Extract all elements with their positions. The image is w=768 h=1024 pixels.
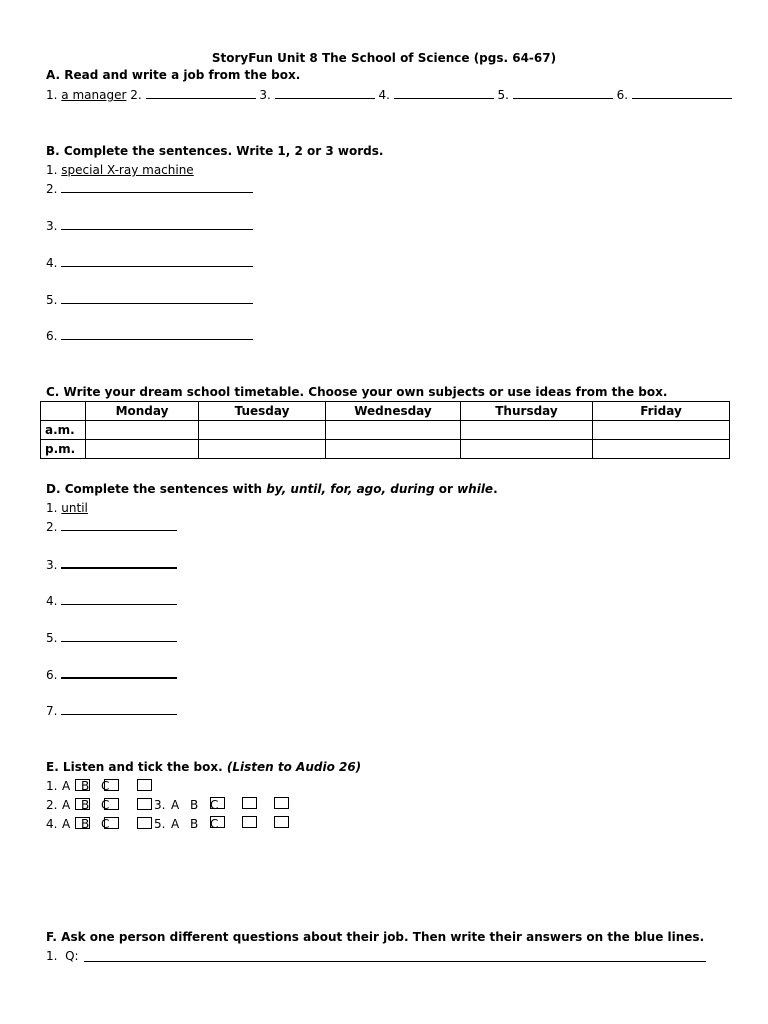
a-item-num: 5.: [497, 88, 509, 102]
timetable-day-header: Monday: [86, 402, 199, 421]
option-label: C: [101, 779, 110, 793]
d-item-num: 6.: [46, 668, 58, 682]
timetable-row-label: a.m.: [41, 421, 86, 440]
option-label: B: [81, 779, 90, 793]
option-label: A: [171, 817, 180, 831]
section-c-heading: C. Write your dream school timetable. Choose your own subjects or use ideas from the box.: [46, 385, 668, 399]
d-item: [46, 594, 177, 608]
d-heading-words: by, until, for, ago, during: [266, 482, 435, 496]
option-label: A: [62, 817, 71, 831]
a-item-num: 3.: [259, 88, 271, 102]
d-item-answer: until: [61, 501, 88, 515]
d-heading-last: while: [457, 482, 494, 496]
a-item-num: 4.: [378, 88, 390, 102]
timetable-cell[interactable]: [593, 421, 730, 440]
timetable-cell[interactable]: [461, 421, 593, 440]
f-item-num: 1.: [46, 949, 58, 963]
a-item-answer: a manager: [61, 88, 127, 102]
timetable-cell[interactable]: [593, 440, 730, 459]
e-row-number: 1.: [46, 779, 58, 793]
d-item: [46, 520, 177, 534]
option-label: C: [210, 798, 219, 812]
b-answer-line[interactable]: [61, 182, 253, 193]
d-item: [46, 704, 177, 718]
d-item-num: 1.: [46, 501, 58, 515]
option-label: B: [81, 798, 90, 812]
b-item-num: 2.: [46, 182, 58, 196]
b-item: [46, 219, 253, 233]
d-answer-line[interactable]: [61, 557, 177, 569]
d-item: [46, 667, 177, 682]
a-answer-line[interactable]: [632, 88, 732, 99]
option-label: A: [62, 798, 71, 812]
d-item: [46, 631, 177, 645]
b-item-num: 3.: [46, 219, 58, 233]
timetable-header-row: [41, 402, 730, 421]
d-answer-line[interactable]: [61, 704, 177, 715]
timetable-cell[interactable]: [199, 440, 326, 459]
e-row-number: 3.: [154, 798, 166, 812]
d-item: [46, 501, 88, 515]
section-e-heading: [46, 760, 361, 774]
option-label: B: [190, 817, 199, 831]
timetable-day-header: Friday: [593, 402, 730, 421]
a-item-num: 2.: [130, 88, 142, 102]
section-a-heading: A. Read and write a job from the box.: [46, 68, 301, 82]
f-item-label: Q:: [65, 949, 79, 963]
timetable-row: [41, 421, 730, 440]
a-answer-line[interactable]: [275, 88, 375, 99]
d-item-num: 4.: [46, 594, 58, 608]
page-title: StoryFun Unit 8 The School of Science (pgs. 64-67): [211, 51, 557, 65]
timetable-corner-cell: [41, 402, 86, 421]
b-item: [46, 256, 253, 270]
f-item: [46, 949, 79, 963]
b-item-num: 1.: [46, 163, 58, 177]
b-answer-line[interactable]: [61, 256, 253, 267]
d-heading-or: or: [434, 482, 458, 496]
a-item-num: 1.: [46, 88, 58, 102]
a-answer-line[interactable]: [394, 88, 494, 99]
d-answer-line[interactable]: [61, 667, 177, 679]
d-answer-line[interactable]: [61, 594, 177, 605]
tick-box-c[interactable]: [274, 816, 289, 828]
b-item: [46, 182, 253, 196]
e-heading-text: E. Listen and tick the box.: [46, 760, 223, 774]
tick-box-c[interactable]: [137, 798, 152, 810]
timetable-cell[interactable]: [86, 440, 199, 459]
d-item-num: 2.: [46, 520, 58, 534]
b-answer-line[interactable]: [61, 329, 253, 340]
timetable-cell[interactable]: [326, 440, 461, 459]
option-label: C: [210, 817, 219, 831]
a-item-num: 6.: [616, 88, 629, 102]
timetable-cell[interactable]: [326, 421, 461, 440]
section-b-heading: B. Complete the sentences. Write 1, 2 or 3 words.: [46, 144, 384, 158]
f-question-line[interactable]: [84, 961, 706, 962]
e-row-number: 5.: [154, 817, 166, 831]
b-item: [46, 293, 253, 307]
d-item: [46, 557, 177, 572]
b-item: [46, 329, 253, 343]
b-answer-line[interactable]: [61, 293, 253, 304]
timetable-row: [41, 440, 730, 459]
tick-box-c[interactable]: [274, 797, 289, 809]
e-row-number: 4.: [46, 817, 58, 831]
timetable-cell[interactable]: [86, 421, 199, 440]
b-item-num: 6.: [46, 329, 58, 343]
d-answer-line[interactable]: [61, 520, 177, 531]
tick-box-c[interactable]: [137, 779, 152, 791]
option-label: C: [101, 798, 110, 812]
e-row-number: 2.: [46, 798, 58, 812]
b-item: [46, 163, 194, 177]
timetable-cell[interactable]: [461, 440, 593, 459]
a-answer-line[interactable]: [146, 88, 256, 99]
d-item-num: 7.: [46, 704, 58, 718]
a-answer-line[interactable]: [513, 88, 613, 99]
d-item-num: 5.: [46, 631, 58, 645]
timetable-day-header: Wednesday: [326, 402, 461, 421]
option-label: A: [62, 779, 71, 793]
d-answer-line[interactable]: [61, 631, 177, 642]
timetable-row-label: p.m.: [41, 440, 86, 459]
b-item-num: 5.: [46, 293, 58, 307]
section-d-heading: [46, 482, 498, 496]
tick-box-b[interactable]: [242, 816, 257, 828]
tick-box-c[interactable]: [137, 817, 152, 829]
option-label: B: [190, 798, 199, 812]
tick-box-b[interactable]: [242, 797, 257, 809]
option-label: C: [101, 817, 110, 831]
timetable: [40, 401, 730, 459]
timetable-cell[interactable]: [199, 421, 326, 440]
b-item-answer: special X-ray machine: [61, 163, 194, 177]
section-f-heading: F. Ask one person different questions about their job. Then write their answers on the blue lines.: [46, 930, 705, 944]
d-item-num: 3.: [46, 558, 58, 572]
d-heading-end: .: [493, 482, 498, 496]
b-answer-line[interactable]: [61, 219, 253, 230]
d-heading-prefix: D. Complete the sentences with: [46, 482, 267, 496]
option-label: B: [81, 817, 90, 831]
e-heading-note: (Listen to Audio 26): [226, 760, 362, 774]
option-label: A: [171, 798, 180, 812]
b-item-num: 4.: [46, 256, 58, 270]
timetable-day-header: Tuesday: [199, 402, 326, 421]
section-a-answers: [46, 88, 732, 102]
timetable-day-header: Thursday: [461, 402, 593, 421]
